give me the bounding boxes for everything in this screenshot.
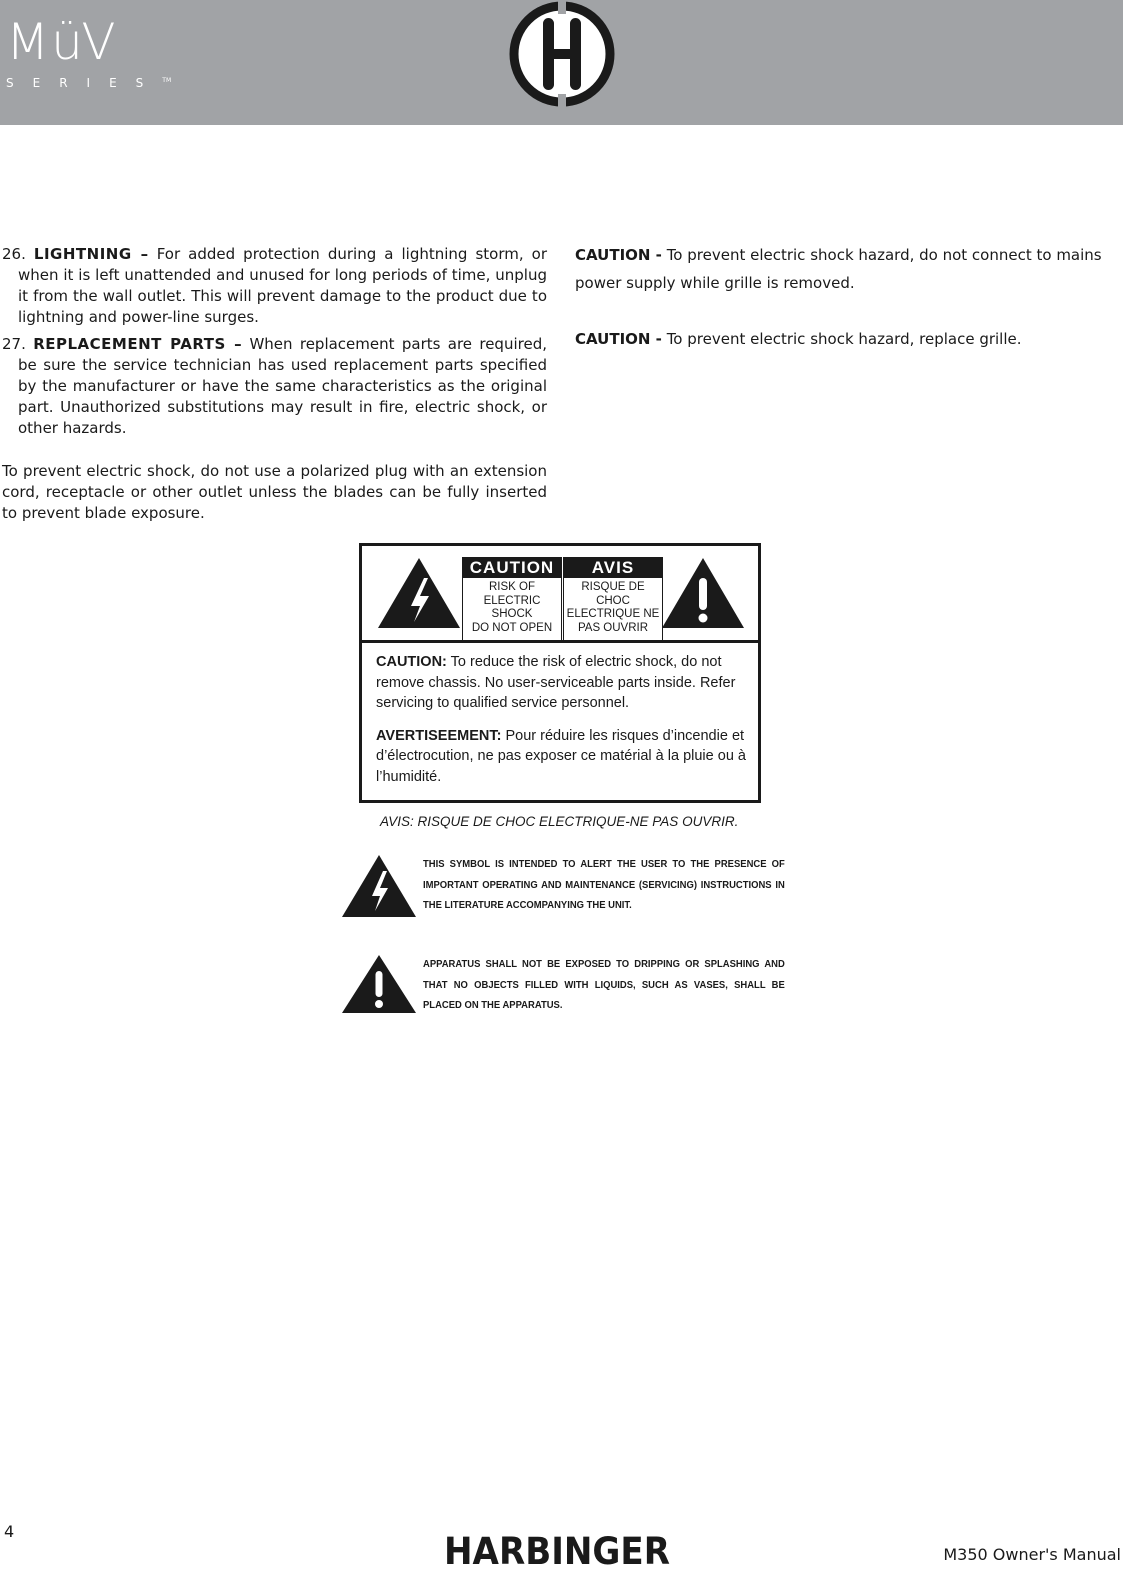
item-replacement-parts xyxy=(2,334,547,439)
left-column xyxy=(2,244,547,524)
manual-title: M350 Owner's Manual xyxy=(943,1545,1121,1564)
badge-line: ELECTRIC SHOCK xyxy=(483,594,541,620)
harbinger-wordmark xyxy=(443,1531,671,1569)
item-text: When replacement parts are required, be sure the service technician has used replacement parts specified by the manufacturer or have the same characteristics as the original part. Unauthorized substitutions may result in fire, electric shock, or other hazards. xyxy=(18,335,547,437)
item-number: 26. xyxy=(2,245,26,263)
brand-series-text: SERIES xyxy=(6,76,163,90)
avertissement-heading: AVERTISEEMENT: xyxy=(376,727,502,744)
lightning-symbol-explanation xyxy=(341,854,786,916)
item-lightning xyxy=(2,244,547,328)
caution-text: To prevent electric shock hazard, replace grille. xyxy=(666,330,1022,348)
harbinger-h-logo-icon xyxy=(508,0,616,108)
lightning-warning-icon xyxy=(341,854,417,918)
caution-body: To reduce the risk of electric shock, do not remove chassis. No user-serviceable parts inside. Refer servicing to qualified service personnel. xyxy=(376,654,736,711)
badge-body xyxy=(564,578,662,640)
exclamation-warning-icon xyxy=(341,954,417,1014)
label-body xyxy=(376,652,748,799)
exclamation-symbol-text: APPARATUS SHALL NOT BE EXPOSED TO DRIPPING OR SPLASHING AND THAT NO OBJECTS FILLED WITH LIQUIDS, SUCH AS VASES, SHALL BE PLACED ON THE APPARATUS. xyxy=(423,958,785,1011)
page-header xyxy=(0,0,1123,125)
caution-label: CAUTION - xyxy=(575,246,662,264)
label-header xyxy=(362,546,758,643)
avertissement-body: Pour réduire les risques d’incendie et d’électrocution, ne pas exposer ce matérial à la pluie ou à l’humidité. xyxy=(376,727,746,785)
badge-line: RISQUE DE CHOC xyxy=(581,581,645,607)
lightning-warning-icon xyxy=(376,556,462,630)
caution-replace-grille xyxy=(575,325,1123,353)
caution-badge xyxy=(462,557,562,641)
badge-title: AVIS xyxy=(564,558,662,578)
brand-series xyxy=(6,76,171,90)
exclamation-warning-icon xyxy=(660,556,746,630)
badge-line: RISK OF xyxy=(488,581,535,593)
item-text: For added protection during a lightning storm, or when it is left unattended and unused for long periods of time, unplug it from the wall outlet. This will prevent damage to the product due to lightning and power-line surges. xyxy=(18,245,547,326)
item-title: LIGHTNING – xyxy=(33,245,149,263)
caution-heading: CAUTION: xyxy=(376,654,447,670)
caution-text: To prevent electric shock hazard, do not connect to mains power supply while grille is removed. xyxy=(575,246,1102,292)
item-title: REPLACEMENT PARTS – xyxy=(33,335,243,353)
badge-body xyxy=(463,578,561,640)
muv-series-logo xyxy=(6,14,171,90)
exclamation-symbol-explanation xyxy=(341,954,786,1016)
lightning-symbol-text: THIS SYMBOL IS INTENDED TO ALERT THE USER TO THE PRESENCE OF IMPORTANT OPERATING AND MAINTENANCE (SERVICING) INSTRUCTIONS IN THE LITERATURE ACCOMPANYING THE UNIT. xyxy=(423,858,785,911)
brand-name: MüV xyxy=(6,13,118,71)
badge-title: CAUTION xyxy=(463,558,561,578)
page-number: 4 xyxy=(4,1522,15,1541)
badge-line: PAS OUVRIR xyxy=(577,621,649,634)
item-number: 27. xyxy=(2,335,26,353)
polarized-plug-note: To prevent electric shock, do not use a polarized plug with an extension cord, receptacle or other outlet unless the blades can be fully inserted to prevent blade exposure. xyxy=(2,462,547,522)
avis-caption: AVIS: RISQUE DE CHOC ELECTRIQUE-NE PAS OUVRIR. xyxy=(380,814,739,829)
brand-wordmark-text: HARBINGER xyxy=(444,1531,670,1569)
badge-line: ELECTRIQUE NE xyxy=(566,608,660,620)
trademark-mark: TM xyxy=(162,77,172,84)
caution-label: CAUTION - xyxy=(575,330,662,348)
avis-badge xyxy=(563,557,663,641)
caution-grille-removed xyxy=(575,241,1123,297)
avertissement-paragraph xyxy=(376,726,748,788)
caution-paragraph xyxy=(376,652,748,714)
right-column xyxy=(575,241,1123,381)
badge-line: DO NOT OPEN xyxy=(471,621,553,634)
shock-warning-label xyxy=(359,543,761,803)
